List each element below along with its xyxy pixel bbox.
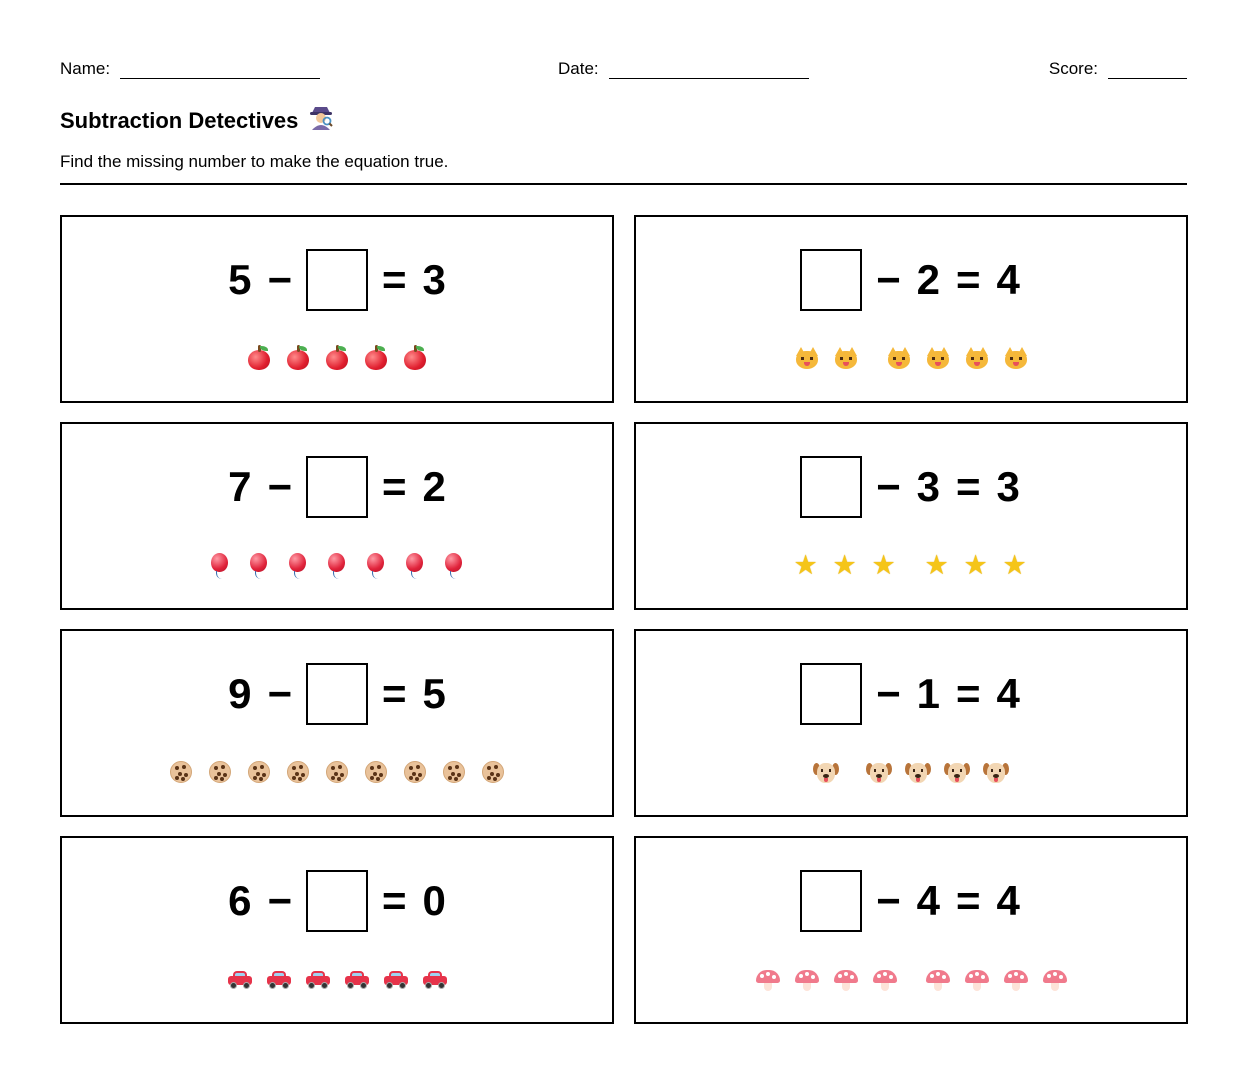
problem-card — [634, 836, 1188, 1024]
balloon-icon — [363, 552, 389, 578]
minuend: 7 — [228, 463, 252, 510]
minus-sign: − — [876, 670, 901, 717]
answer-box[interactable] — [800, 249, 862, 311]
balloon-icon — [402, 552, 428, 578]
apple-icon — [246, 345, 272, 371]
mushroom-icon — [755, 966, 781, 992]
answer-box[interactable] — [306, 456, 368, 518]
counting-pictures — [62, 757, 612, 787]
balloon-icon — [207, 552, 233, 578]
cat-icon — [964, 345, 990, 371]
balloon-icon — [441, 552, 467, 578]
counting-pictures — [62, 550, 612, 580]
dog-icon — [944, 759, 970, 785]
equals-sign: = — [382, 463, 407, 510]
balloon-icon — [285, 552, 311, 578]
cat-icon — [925, 345, 951, 371]
equals-sign: = — [382, 877, 407, 924]
date-label: Date: — [558, 59, 599, 78]
counting-pictures — [636, 757, 1186, 787]
mushroom-icon — [964, 966, 990, 992]
counting-pictures — [636, 964, 1186, 994]
cookie-icon — [480, 759, 506, 785]
minus-sign: − — [267, 256, 292, 303]
problem-card — [60, 629, 614, 817]
difference: 4 — [996, 877, 1020, 924]
problem-card — [60, 836, 614, 1024]
star-icon: ★ — [963, 550, 988, 580]
equation — [62, 868, 612, 934]
cookie-icon — [207, 759, 233, 785]
counting-pictures — [636, 343, 1186, 373]
star-icon: ★ — [793, 550, 818, 580]
problem-card — [60, 422, 614, 610]
difference: 4 — [996, 670, 1020, 717]
difference: 5 — [422, 670, 446, 717]
subtrahend: 1 — [916, 670, 940, 717]
car-icon — [266, 966, 292, 992]
score-label: Score: — [1048, 59, 1098, 78]
problem-card — [60, 215, 614, 403]
apple-icon — [285, 345, 311, 371]
difference: 3 — [996, 463, 1020, 510]
score-input-line[interactable] — [1108, 58, 1187, 79]
difference: 4 — [996, 256, 1020, 303]
mushroom-icon — [794, 966, 820, 992]
dog-icon — [813, 759, 839, 785]
subtrahend: 4 — [916, 877, 940, 924]
mushroom-icon — [833, 966, 859, 992]
date-input-line[interactable] — [609, 58, 809, 79]
title-text: Subtraction Detectives — [60, 107, 299, 133]
equation — [62, 247, 612, 313]
minus-sign: − — [876, 877, 901, 924]
balloon-icon — [246, 552, 272, 578]
mushroom-icon — [872, 966, 898, 992]
equals-sign: = — [956, 877, 981, 924]
balloon-icon — [324, 552, 350, 578]
cookie-icon — [441, 759, 467, 785]
equation — [62, 454, 612, 520]
difference: 2 — [422, 463, 446, 510]
car-icon — [383, 966, 409, 992]
cat-icon — [886, 345, 912, 371]
car-icon — [344, 966, 370, 992]
equals-sign: = — [382, 256, 407, 303]
minus-sign: − — [267, 670, 292, 717]
name-label: Name: — [60, 59, 111, 78]
cookie-icon — [168, 759, 194, 785]
dog-icon — [983, 759, 1009, 785]
cookie-icon — [402, 759, 428, 785]
mushroom-icon — [1042, 966, 1068, 992]
star-icon: ★ — [1002, 550, 1027, 580]
mushroom-icon — [1003, 966, 1029, 992]
equals-sign: = — [956, 463, 981, 510]
car-icon — [305, 966, 331, 992]
equation — [636, 661, 1186, 727]
name-field — [60, 58, 320, 79]
star-icon: ★ — [871, 550, 896, 580]
minus-sign: − — [876, 256, 901, 303]
divider — [60, 183, 1187, 185]
cat-icon — [833, 345, 859, 371]
car-icon — [227, 966, 253, 992]
answer-box[interactable] — [306, 249, 368, 311]
difference: 0 — [422, 877, 446, 924]
mushroom-icon — [925, 966, 951, 992]
counting-pictures — [62, 343, 612, 373]
equals-sign: = — [382, 670, 407, 717]
equation — [636, 247, 1186, 313]
worksheet-title — [60, 104, 334, 137]
header-fields — [60, 58, 1187, 82]
name-input-line[interactable] — [120, 58, 320, 79]
problem-card — [634, 422, 1188, 610]
counting-pictures — [636, 550, 1186, 580]
answer-box[interactable] — [800, 456, 862, 518]
equation — [636, 868, 1186, 934]
problem-card — [634, 215, 1188, 403]
date-field — [558, 58, 809, 79]
equals-sign: = — [956, 256, 981, 303]
star-icon: ★ — [924, 550, 949, 580]
minus-sign: − — [876, 463, 901, 510]
minus-sign: − — [267, 877, 292, 924]
minuend: 9 — [228, 670, 252, 717]
answer-box[interactable] — [306, 663, 368, 725]
equation — [636, 454, 1186, 520]
subtrahend: 2 — [916, 256, 940, 303]
subtrahend: 3 — [916, 463, 940, 510]
difference: 3 — [422, 256, 446, 303]
answer-box[interactable] — [800, 870, 862, 932]
minuend: 6 — [228, 877, 252, 924]
apple-icon — [402, 345, 428, 371]
car-icon — [422, 966, 448, 992]
counting-pictures — [62, 964, 612, 994]
dog-icon — [905, 759, 931, 785]
instructions: Find the missing number to make the equation true. — [60, 152, 449, 171]
cat-icon — [1003, 345, 1029, 371]
problem-card — [634, 629, 1188, 817]
apple-icon — [363, 345, 389, 371]
cookie-icon — [324, 759, 350, 785]
star-icon: ★ — [832, 550, 857, 580]
equation — [62, 661, 612, 727]
cookie-icon — [363, 759, 389, 785]
cookie-icon — [246, 759, 272, 785]
cat-icon — [794, 345, 820, 371]
score-field — [1049, 58, 1187, 79]
dog-icon — [866, 759, 892, 785]
cookie-icon — [285, 759, 311, 785]
minuend: 5 — [228, 256, 252, 303]
minus-sign: − — [267, 463, 292, 510]
answer-box[interactable] — [800, 663, 862, 725]
answer-box[interactable] — [306, 870, 368, 932]
equals-sign: = — [956, 670, 981, 717]
apple-icon — [324, 345, 350, 371]
detective-icon — [308, 104, 334, 137]
